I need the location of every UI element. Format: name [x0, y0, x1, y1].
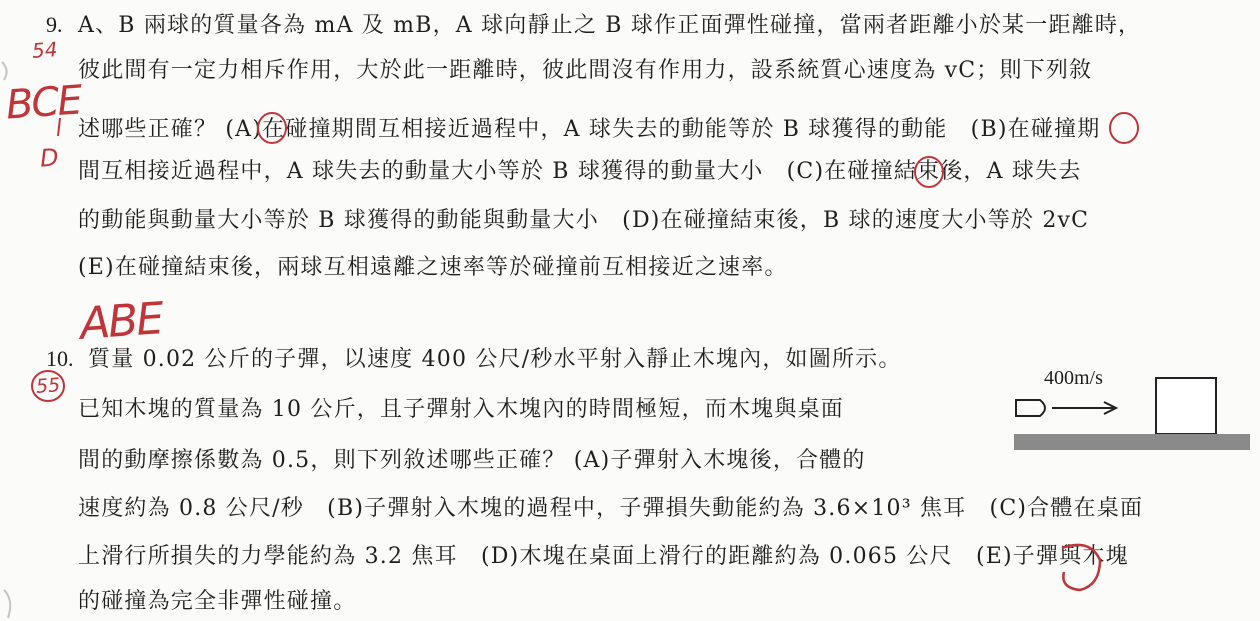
question-line: 上滑行所損失的力學能約為 3.2 焦耳 (D)木塊在桌面上滑行的距離約為 0.065 公尺 (E)子彈與木塊: [78, 544, 1129, 569]
question-number: 10.: [46, 346, 74, 371]
question-line: (E)在碰撞結束後，兩球互相遠離之速率等於碰撞前互相接近之速率。: [78, 255, 788, 280]
question-line: 的碰撞為完全非彈性碰撞。: [78, 589, 357, 614]
table-surface: [1014, 434, 1250, 450]
handwritten-badge: 54: [31, 37, 59, 63]
speed-label: 400m/s: [1044, 367, 1103, 389]
option-circle-b: [1110, 113, 1138, 143]
question-line: A、B 兩球的質量各為 mA 及 mB，A 球向靜止之 B 球作正面彈性碰撞，當兩者距離小於某一距離時，: [78, 13, 1142, 38]
question-line: 速度約為 0.8 公尺/秒 (B)子彈射入木塊的過程中，子彈損失動能約為 3.6×10³ 焦耳 (C)合體在桌面: [78, 496, 1144, 521]
question-line: 質量 0.02 公斤的子彈，以速度 400 公尺/秒水平射入靜止木塊內，如圖所示。: [88, 347, 902, 372]
bullet-block-figure: [1010, 362, 1250, 462]
question-line: 的動能與動量大小等於 B 球獲得的動能與動量大小 (D)在碰撞結束後，B 球的速度大小等於 2vC: [78, 208, 1090, 233]
question-line: 彼此間有一定力相斥作用，大於此一距離時，彼此間沒有作用力，設系統質心速度為 vC；則下列敘: [78, 58, 1093, 83]
wooden-block: [1156, 378, 1216, 434]
handwritten-answer: ABE: [78, 293, 164, 350]
question-number: 9.: [46, 12, 63, 37]
question-line: 間互相接近過程中，A 球失去的動量大小等於 B 球獲得的動量大小 (C)在碰撞結束後，A 球失去: [78, 159, 1082, 184]
question-line: 已知木塊的質量為 10 公斤，且子彈射入木塊內的時間極短，而木塊與桌面: [78, 397, 844, 422]
question-line: 述哪些正確？ (A)在碰撞期間互相接近過程中，A 球失去的動能等於 B 球獲得的動能 (B)在碰撞期: [78, 117, 1101, 142]
handwritten-badge: 55: [35, 374, 61, 398]
handwritten-note: D: [39, 143, 60, 173]
handwritten-answer: BCE: [4, 77, 83, 129]
question-line: 間的動摩擦係數為 0.5，則下列敘述哪些正確？ (A)子彈射入木塊後，合體的: [78, 448, 866, 473]
bullet-icon: [1016, 400, 1045, 416]
